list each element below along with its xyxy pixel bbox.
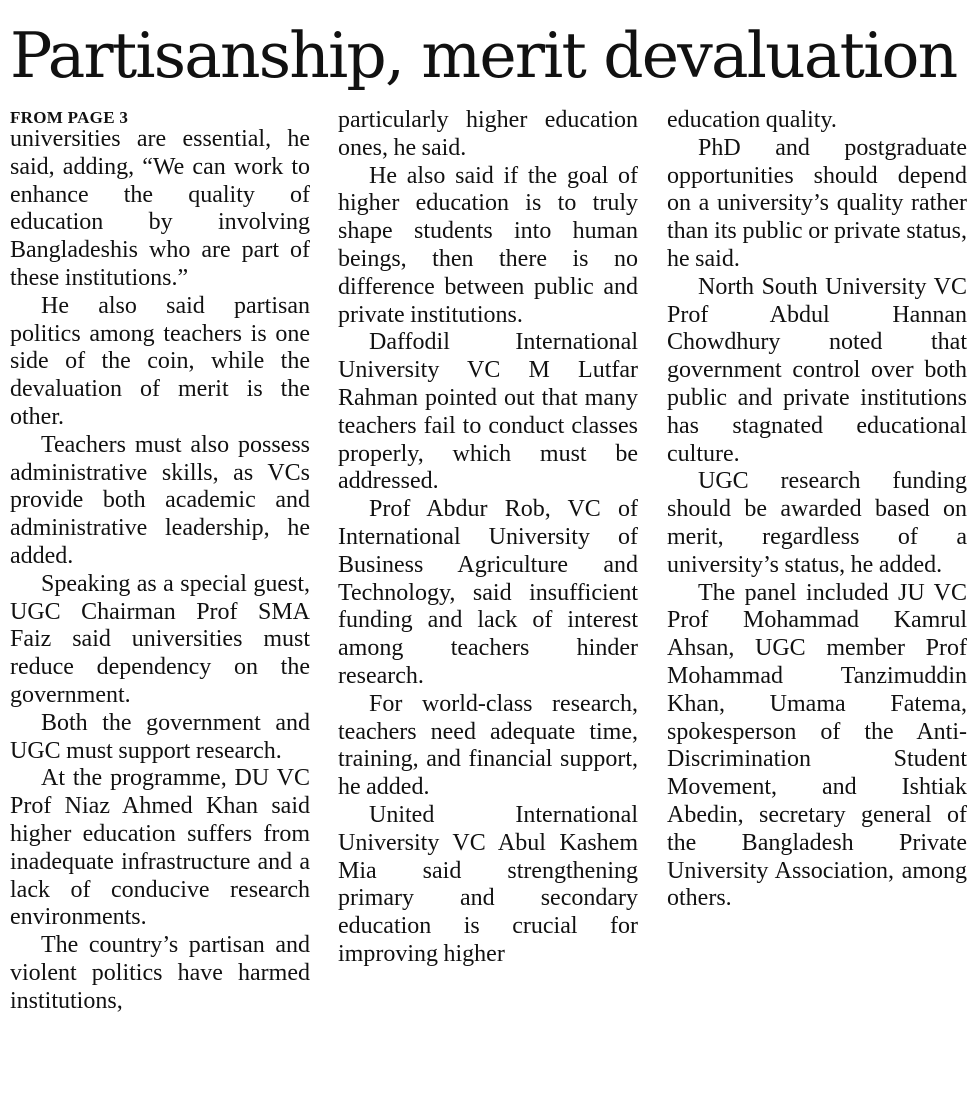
paragraph: UGC research funding should be awarded based on merit, regardless of a university’s status, he added. [667,468,967,578]
headline: Partisanship, merit devaluation [10,19,957,92]
paragraph: Both the government and UGC must support research. [10,709,310,764]
paragraph: United International University VC Abul Kashem Mia said strengthening primary and secondary education is crucial for improving higher [338,801,638,967]
paragraph: Daffodil International University VC M Lutfar Rahman pointed out that many teachers fail to conduct classes properly, which must be addressed. [338,329,638,495]
paragraph: At the programme, DU VC Prof Niaz Ahmed Khan said higher education suffers from inadequate infrastructure and a lack of conducive research environments. [10,765,310,931]
paragraph: Speaking as a special guest, UGC Chairman Prof SMA Faiz said universities must reduce dependency on the government. [10,570,310,708]
paragraph: universities are essential, he said, adding, “We can work to enhance the quality of education by involving Bangladeshis who are part of these institutions.” [10,126,310,291]
paragraph: Prof Abdur Rob, VC of International University of Business Agriculture and Technology, said insufficient funding and lack of interest among teachers hinder research. [338,496,638,689]
article-column-3 [667,107,967,913]
paragraph: North South University VC Prof Abdul Hannan Chowdhury noted that government control over both public and private institutions has stagnated educational culture. [667,273,967,467]
continued-from-label: FROM PAGE 3 [10,108,129,127]
article-column-2 [338,107,638,969]
paragraph: education quality. [667,107,837,133]
paragraph: He also said partisan politics among teachers is one side of the coin, while the devaluation of merit is the other. [10,292,310,430]
paragraph: PhD and postgraduate opportunities should depend on a university’s quality rather than its public or private status, he said. [667,134,967,272]
paragraph: particularly higher education ones, he said. [338,107,638,161]
paragraph: Teachers must also possess administrative skills, as VCs provide both academic and administrative leadership, he added. [10,431,310,569]
paragraph: For world-class research, teachers need adequate time, training, and financial support, he added. [338,690,638,801]
paragraph: The country’s partisan and violent politics have harmed institutions, [10,932,310,1014]
paragraph: The panel included JU VC Prof Mohammad Kamrul Ahsan, UGC member Prof Mohammad Tanzimuddin Khan, Umama Fatema, spokesperson of the Anti-Discrimination Student Movement, and Ishtiak Abedin, secretary general of the Bangladesh Private University Association, among others. [667,579,967,912]
article-column-1 [10,108,310,1016]
paragraph: He also said if the goal of higher education is to truly shape students into human beings, then there is no difference between public and private institutions. [338,162,638,328]
